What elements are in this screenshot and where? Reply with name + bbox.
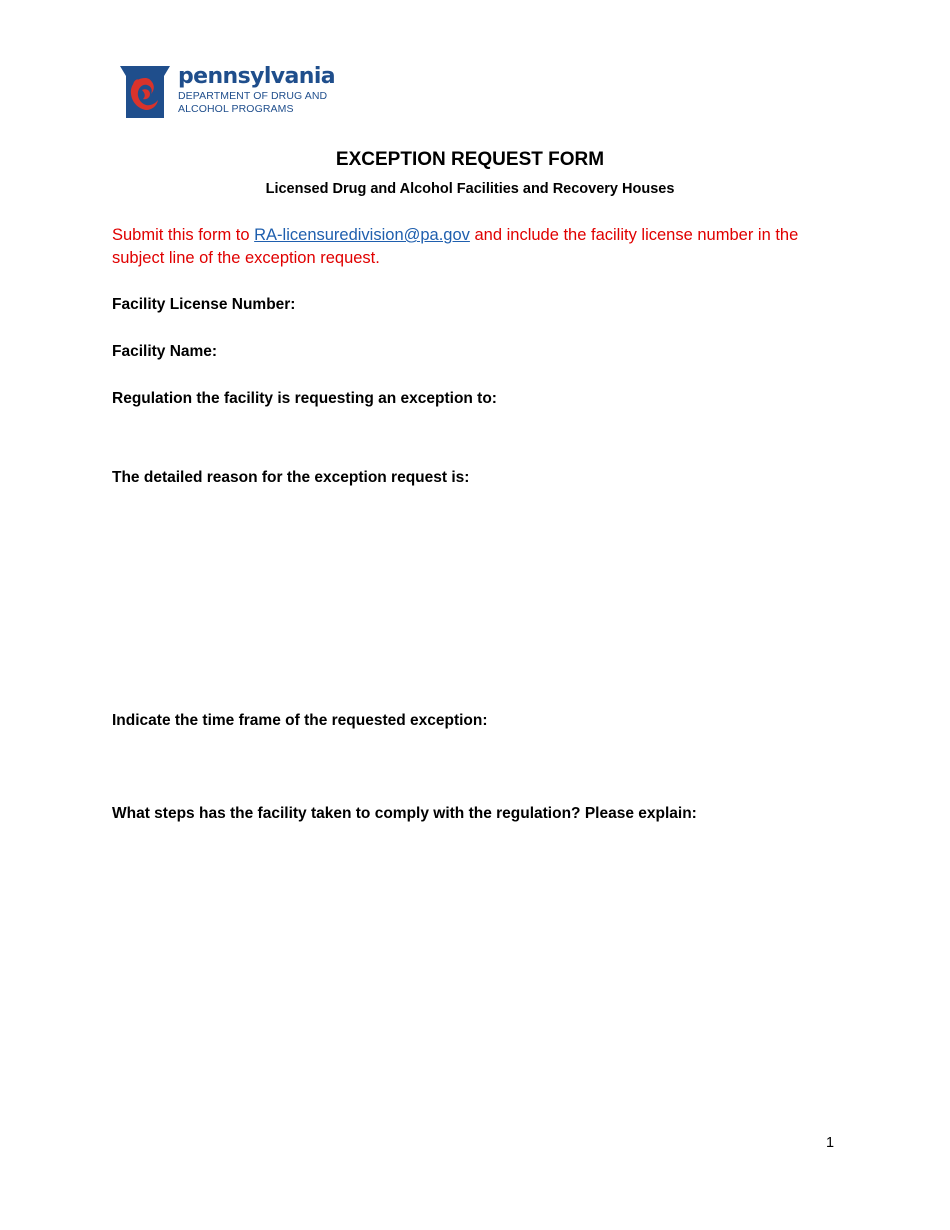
time-frame-label: Indicate the time frame of the requested exception: xyxy=(112,712,488,729)
logo-subtitle-line2: ALCOHOL PROGRAMS xyxy=(178,103,294,115)
keystone-phoenix-icon xyxy=(118,64,172,120)
instructions-prefix: Submit this form to xyxy=(112,226,255,244)
submission-instructions xyxy=(112,224,822,270)
regulation-label: Regulation the facility is requesting an exception to: xyxy=(112,390,497,407)
form-subtitle: Licensed Drug and Alcohol Facilities and Recovery Houses xyxy=(265,181,675,197)
logo-subtitle-line1: DEPARTMENT OF DRUG AND xyxy=(178,90,328,102)
instructions-suffix: and include the facility license number in the subject line of the exception request. xyxy=(112,226,799,267)
compliance-steps-label: What steps has the facility taken to comply with the regulation? Please explain: xyxy=(112,805,697,822)
facility-name-label: Facility Name: xyxy=(112,343,218,360)
form-title: EXCEPTION REQUEST FORM xyxy=(335,149,605,170)
logo-wordmark: pennsylvania xyxy=(178,64,336,89)
page-number: 1 xyxy=(826,1135,835,1151)
reason-label: The detailed reason for the exception request is: xyxy=(112,469,470,486)
email-link[interactable]: RA-licensuredivision@pa.gov xyxy=(254,226,470,244)
pa-ddap-logo xyxy=(118,64,358,122)
license-number-label: Facility License Number: xyxy=(112,296,296,313)
